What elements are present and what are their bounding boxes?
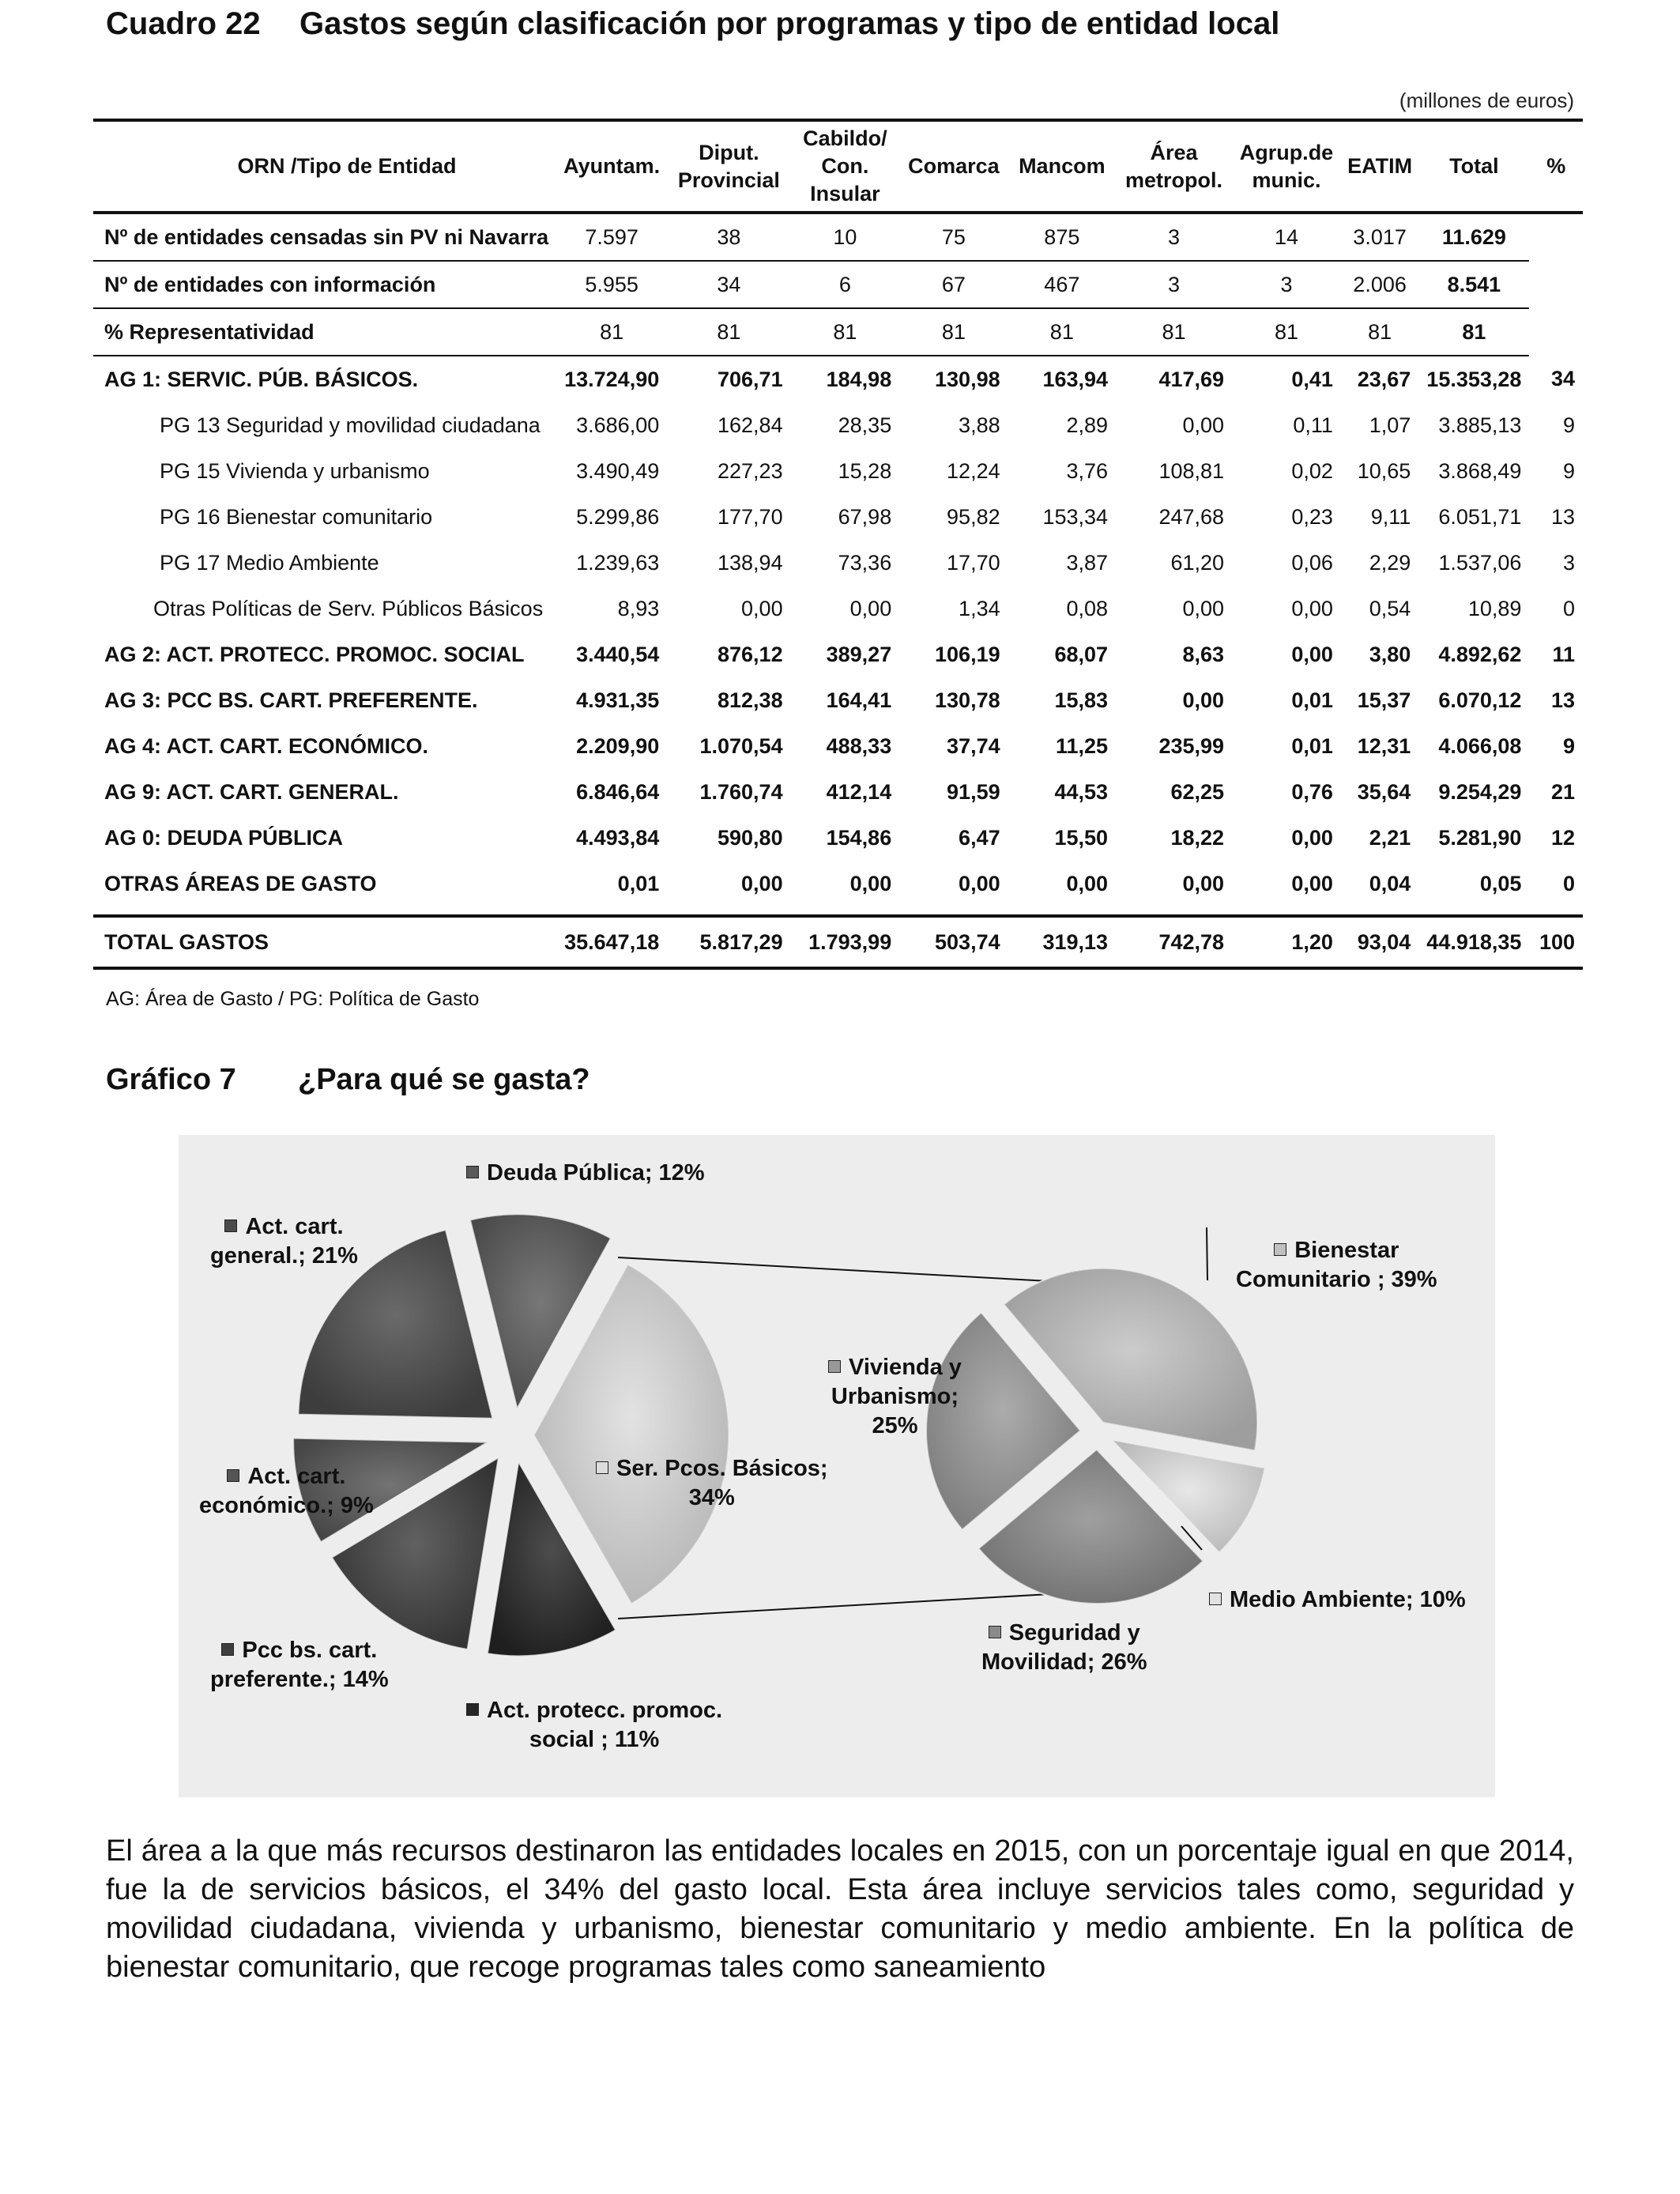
table-cell: 0,00 [1182,596,1225,620]
row-label: AG 3: PCC BS. CART. PREFERENTE. [104,688,478,712]
label-medio: Medio Ambiente; 10% [1209,1585,1466,1615]
table-cell: 13.724,90 [564,367,660,391]
table-row [93,402,1583,448]
table-cell: 8,93 [617,596,660,620]
row-label: % Representatividad [93,308,556,356]
pie-chart [179,1135,1495,1797]
table-cell: 3,80 [1369,642,1411,666]
table-cell: 81 [1116,308,1232,356]
table-cell: 10 [791,213,900,261]
table-cell: 184,98 [826,367,892,391]
pie-detail [926,1269,1264,1604]
table-cell: 0 [1562,871,1575,895]
table-cell: 5.281,90 [1438,825,1522,850]
table-cell: 0,00 [1182,688,1225,712]
column-header: Comarca [908,154,1000,179]
table-cell: 15,37 [1357,688,1411,712]
table-cell: 3.885,13 [1438,413,1522,437]
table-cell: 1.793,99 [808,929,892,954]
table-cell: 13 [1550,504,1575,529]
table-row [93,769,1583,815]
table-cell: 67 [899,261,1008,308]
table-cell: 2.209,90 [576,733,660,758]
table-cell: 0,00 [741,596,783,620]
label-general: Act. cart. general.; 21% [210,1214,358,1269]
table-cell: 14 [1232,213,1341,261]
table-cell-empty [1529,308,1583,356]
table-cell: 4.931,35 [576,688,660,712]
table-cell: 467 [1008,261,1116,308]
table-spacer [93,907,1583,916]
table-cell: 503,74 [935,929,1000,954]
table-cell: 3.868,49 [1438,458,1522,483]
table-cell: 0,08 [1066,596,1109,620]
row-label: AG 0: DEUDA PÚBLICA [104,825,344,850]
row-label: Otras Políticas de Serv. Públicos Básicos [153,596,544,620]
column-header: Agrup.de munic. [1239,140,1334,192]
table-cell: 108,81 [1158,458,1225,483]
table-cell: 5.299,86 [576,504,660,529]
legend-marker-icon [989,1626,1001,1638]
table-cell: 61,20 [1170,550,1225,575]
table-cell: 6.070,12 [1438,688,1522,712]
table-cell: 0,41 [1291,367,1333,391]
row-label: PG 16 Bienestar comunitario [160,504,433,529]
table-cell: 6.051,71 [1438,504,1522,529]
table-cell: 706,71 [718,367,783,391]
table-cell: 3 [1232,261,1341,308]
table-cell: 37,74 [947,733,1000,758]
table-cell: 15.353,28 [1426,367,1522,391]
table-cell: 44,53 [1054,779,1109,804]
table-cell: 2,21 [1369,825,1411,850]
table-cell: 875 [1008,213,1116,261]
table-row [93,861,1583,907]
row-label: PG 17 Medio Ambiente [160,550,379,575]
legend-marker-icon [1274,1243,1286,1256]
label-bienestar: Bienestar Comunitario ; 39% [1236,1238,1437,1293]
table-cell-empty [1529,261,1583,308]
table-cell: 163,94 [1042,367,1109,391]
table-number: Cuadro 22 [106,6,261,41]
row-label: AG 9: ACT. CART. GENERAL. [104,779,399,804]
table-cell: 10,65 [1357,458,1411,483]
table-cell: 8,63 [1182,642,1225,666]
legend-marker-icon [828,1360,841,1373]
table-cell: 2.006 [1341,261,1418,308]
column-header: % [1546,154,1566,179]
table-cell: 12 [1550,825,1575,850]
table-cell: 6,47 [959,825,1000,850]
total-row [93,916,1583,968]
table-row [93,586,1583,631]
row-label: AG 1: SERVIC. PÚB. BÁSICOS. [104,367,419,391]
table-cell: 9,11 [1370,504,1411,529]
table-cell: 81 [1232,308,1341,356]
table-cell: 235,99 [1158,733,1225,758]
table-cell: 0,11 [1293,413,1333,437]
table-cell: 4.493,84 [576,825,660,850]
row-label: PG 15 Vivienda y urbanismo [160,458,430,483]
table-cell: 91,59 [947,779,1000,804]
table-cell: 1,34 [959,596,1000,620]
table-cell: 417,69 [1158,367,1225,391]
table-cell: 154,86 [826,825,892,850]
table-cell: 73,36 [838,550,892,575]
table-title-text: Gastos según clasificación por programas y tipo de entidad local [299,6,1280,41]
table-cell: 44.918,35 [1426,929,1522,954]
table-cell: 0,00 [1291,825,1333,850]
table-row [93,540,1583,586]
legend-marker-icon [227,1469,239,1482]
row-label: OTRAS ÁREAS DE GASTO [104,871,377,895]
table-cell: 8.541 [1418,261,1529,308]
table-header [93,120,1583,213]
table-cell: 3.017 [1341,213,1418,261]
table-row [93,448,1583,494]
legend-marker-icon [221,1643,234,1656]
table-cell: 9 [1562,413,1575,437]
table-cell-empty [1529,213,1583,261]
table-cell: 81 [667,308,790,356]
table-cell: 162,84 [718,413,783,437]
table-cell: 1.239,63 [576,550,660,575]
table-cell: 164,41 [826,688,892,712]
table-cell: 812,38 [718,688,783,712]
column-header: EATIM [1347,154,1413,179]
table-cell: 0,01 [1291,733,1333,758]
table-cell: 7.597 [556,213,667,261]
row-label: AG 2: ACT. PROTECC. PROMOC. SOCIAL [104,642,525,666]
table-cell: 0,00 [741,871,783,895]
table-cell: 138,94 [718,550,783,575]
table-cell: 5.817,29 [699,929,783,954]
table-cell: 130,78 [935,688,1000,712]
table-cell: 0,00 [1291,871,1333,895]
table-cell: 4.066,08 [1438,733,1522,758]
table-cell: 0,00 [1182,413,1225,437]
table-row [93,308,1583,356]
table-cell: 3.440,54 [576,642,660,666]
table-cell: 0,76 [1291,779,1333,804]
connector-line [618,1257,1064,1282]
table-cell: 0,23 [1291,504,1333,529]
table-row [93,261,1583,308]
table-cell: 153,34 [1042,504,1109,529]
row-label: Nº de entidades con información [93,261,556,308]
table-cell: 1.760,74 [699,779,783,804]
table-cell: 10,89 [1467,596,1522,620]
table-cell: 67,98 [838,504,892,529]
row-label: Nº de entidades censadas sin PV ni Navarra [93,213,556,261]
table-cell: 1.070,54 [699,733,783,758]
table-cell: 227,23 [718,458,783,483]
table-cell: 15,83 [1054,688,1109,712]
table-cell: 0,04 [1369,871,1411,895]
table-cell: 0,06 [1291,550,1333,575]
table-cell: 17,70 [947,550,1000,575]
table-cell: 81 [899,308,1008,356]
row-label: TOTAL GASTOS [104,929,269,954]
table-cell: 9 [1562,458,1575,483]
table-row [93,677,1583,723]
label-vivienda: Vivienda y Urbanismo; 25% [828,1353,962,1441]
table-cell: 1.537,06 [1438,550,1522,575]
table-cell: 742,78 [1158,929,1225,954]
table-cell: 2,29 [1369,550,1411,575]
table-cell: 100 [1539,929,1575,954]
table-row [93,356,1583,402]
table-cell: 590,80 [718,825,783,850]
table-cell: 3.686,00 [576,413,660,437]
table-cell: 247,68 [1158,504,1225,529]
legend-marker-icon [224,1220,237,1232]
table-cell: 0,01 [1291,688,1333,712]
table-row [93,494,1583,540]
table-cell: 21 [1550,779,1575,804]
table-cell: 68,07 [1054,642,1109,666]
table-cell: 0,00 [849,596,892,620]
table-cell: 106,19 [935,642,1000,666]
units-note: (millones de euros) [1399,89,1574,112]
table-cell: 75 [899,213,1008,261]
table-cell: 81 [791,308,900,356]
table-cell: 6 [791,261,900,308]
table-cell: 130,98 [935,367,1000,391]
chart-title [106,1063,590,1097]
label-deuda: Deuda Pública; 12% [466,1159,705,1188]
table-cell: 1,20 [1291,929,1333,954]
table-cell: 319,13 [1042,929,1109,954]
table-cell: 9.254,29 [1438,779,1522,804]
table-cell: 93,04 [1357,929,1411,954]
table-cell: 389,27 [826,642,892,666]
table-cell: 5.955 [556,261,667,308]
table-cell: 81 [556,308,667,356]
pie-chart-svg [179,1135,1495,1797]
legend-marker-icon [1209,1593,1222,1605]
column-header-entity: ORN /Tipo de Entidad [237,154,457,179]
table-cell: 81 [1418,308,1529,356]
legend-marker-icon [466,1166,479,1178]
table-cell: 9 [1562,733,1575,758]
table-cell: 0,00 [1182,871,1225,895]
table-cell: 15,50 [1054,825,1109,850]
table-cell: 11 [1552,642,1575,666]
column-header: Cabildo/ Con. Insular [803,126,887,206]
table-cell: 18,22 [1170,825,1225,850]
table-cell: 35.647,18 [564,929,660,954]
table-row [93,213,1583,261]
table-cell: 95,82 [947,504,1000,529]
table-cell: 2,89 [1066,413,1109,437]
label-preferente: Pcc bs. cart. preferente.; 14% [210,1638,389,1693]
table-cell: 0,00 [1291,642,1333,666]
table-cell: 0,00 [849,871,892,895]
table-cell: 34 [667,261,790,308]
table-cell: 876,12 [718,642,783,666]
table-cell: 11,25 [1055,733,1109,758]
row-label: AG 4: ACT. CART. ECONÓMICO. [104,733,429,758]
table-cell: 15,28 [838,458,892,483]
row-label: PG 13 Seguridad y movilidad ciudadana [160,413,541,437]
table-cell: 3,76 [1066,458,1109,483]
label-economico: Act. cart. económico.; 9% [199,1464,374,1519]
table-cell: 3 [1116,213,1232,261]
table-cell: 3,88 [959,413,1000,437]
expenses-table [93,119,1583,970]
label-seguridad: Seguridad y Movilidad; 26% [981,1620,1147,1676]
legend-marker-icon [466,1703,479,1716]
table-cell: 11.629 [1418,213,1529,261]
table-cell: 38 [667,213,790,261]
column-header: Ayuntam. [563,154,661,179]
table-cell: 12,24 [947,458,1000,483]
table-cell: 3 [1116,261,1232,308]
table-cell: 0,00 [1066,871,1109,895]
column-header: Mancom [1019,154,1106,179]
table-cell: 81 [1008,308,1116,356]
table-cell: 3,87 [1066,550,1109,575]
table-cell: 3.490,49 [576,458,660,483]
connector-line [618,1593,1064,1619]
table-cell: 81 [1341,308,1418,356]
table-row [93,815,1583,861]
table-cell: 1,07 [1369,413,1411,437]
table-cell: 0,00 [1291,596,1333,620]
label-basicos: Ser. Pcos. Básicos; 34% [596,1454,828,1513]
table-row [93,723,1583,769]
table-cell: 0,54 [1369,596,1411,620]
label-social: Act. protecc. promoc. social ; 11% [466,1696,722,1755]
table-cell: 6.846,64 [576,779,660,804]
table-footnote: AG: Área de Gasto / PG: Política de Gasto [106,988,480,1010]
table-cell: 12,31 [1357,733,1411,758]
table-cell: 0 [1562,596,1575,620]
legend-marker-icon [596,1461,608,1474]
table-cell: 177,70 [718,504,783,529]
table-body [93,213,1583,968]
table-cell: 4.892,62 [1438,642,1522,666]
table-cell: 0,01 [617,871,660,895]
table-cell: 35,64 [1357,779,1411,804]
table-title [106,6,1279,42]
column-header: Área metropol. [1125,140,1223,192]
table-cell: 3 [1562,550,1575,575]
table-cell: 23,67 [1357,367,1411,391]
body-paragraph: El área a la que más recursos destinaron las entidades locales en 2015, con un porcentaje igual en que 2014, fue la de servicios básicos, el 34% del gasto local. Esta área incluye servicios tales como, seguridad y movilidad ciudadana, vivienda y urbanismo, bienestar comunitario y medio ambiente. En la política de bienestar comunitario, que recoge programas tales como saneamiento [106,1834,1574,1984]
table-cell: 412,14 [826,779,892,804]
table-row [93,631,1583,677]
chart-number: Gráfico 7 [106,1063,236,1096]
table-cell: 0,05 [1479,871,1522,895]
table-cell: 62,25 [1170,779,1225,804]
table-cell: 0,00 [959,871,1000,895]
pie-main [293,1214,729,1656]
table-cell: 488,33 [826,733,892,758]
table-cell: 0,02 [1291,458,1333,483]
chart-title-text: ¿Para qué se gasta? [298,1063,590,1096]
table-cell: 13 [1550,688,1575,712]
table-cell: 28,35 [838,413,892,437]
column-header: Total [1449,154,1499,179]
column-header: Diput. Provincial [677,140,780,192]
table-cell: 34 [1550,367,1575,391]
